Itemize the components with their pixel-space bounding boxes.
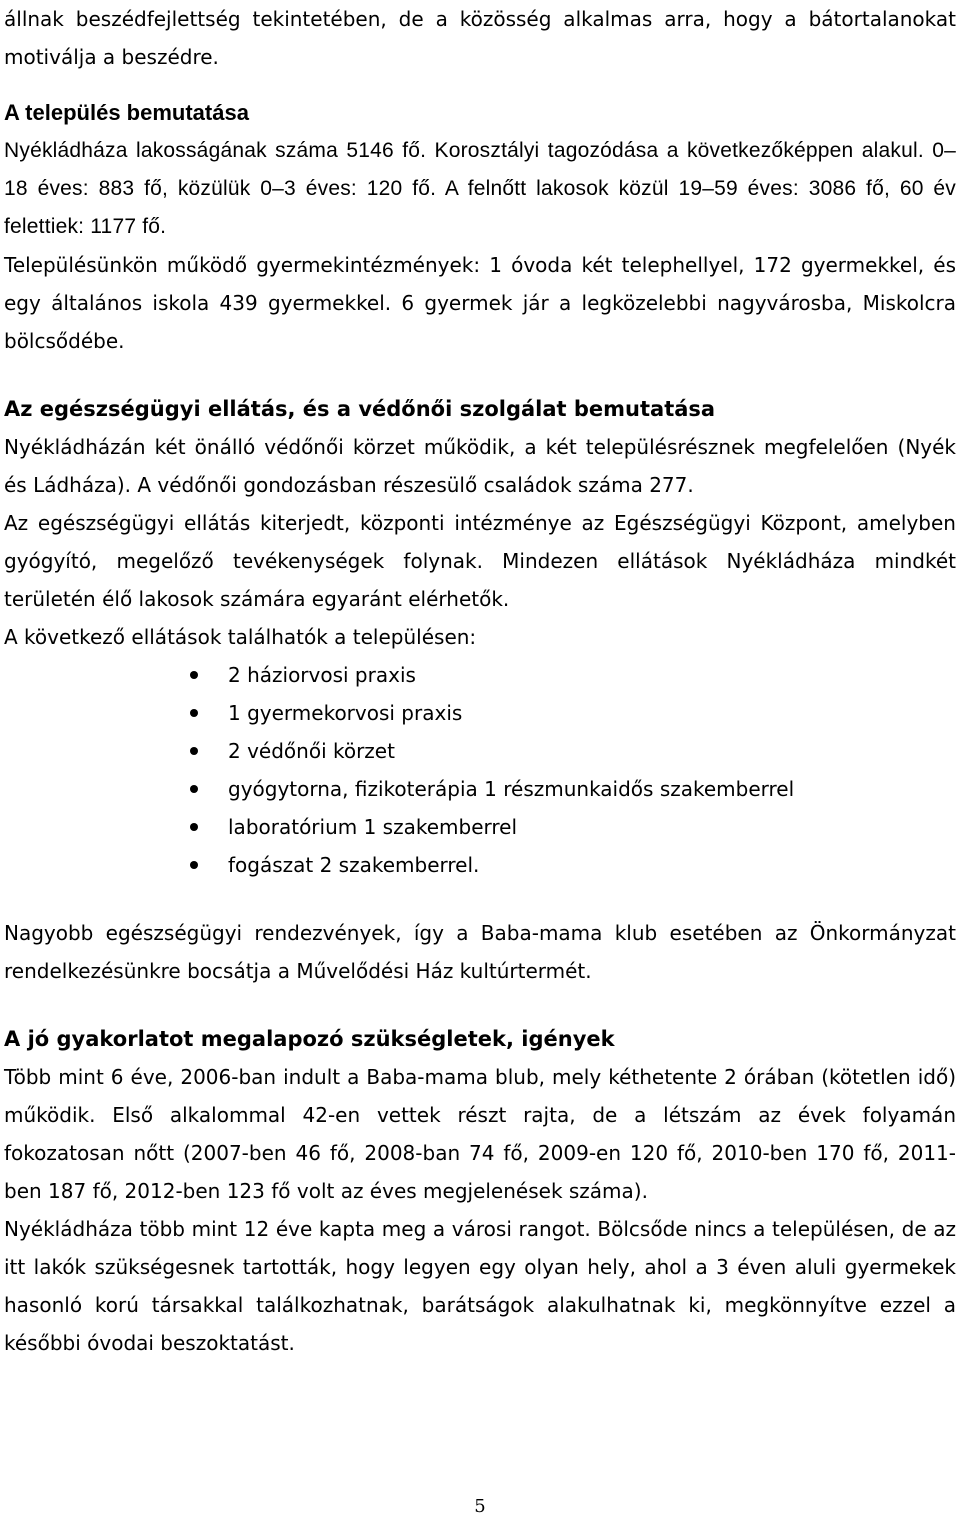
spacer: [4, 76, 956, 94]
document-page: [4, 0, 956, 1362]
bullet-icon: [190, 785, 198, 793]
club-history-paragraph: Több mint 6 éve, 2006-ban indult a Baba-mama blub, mely kéthetente 2 órában (kötetlen idő) működik. Első alkalommal 42-en vettek részt rajta, de a létszám az évek folyamán fokozatosan nőtt (2007-ben 46 fő, 2008-ban 74 fő, 2009-en 120 fő, 2010-ben 170 fő, 2011-ben 187 fő, 2012-ben 123 fő volt az éves megjelenések száma).: [4, 1065, 956, 1203]
services-intro-paragraph: A következő ellátások találhatók a településen:: [4, 625, 477, 649]
bullet-icon: [190, 747, 198, 755]
health-districts-paragraph: Nyékládházán két önálló védőnői körzet működik, a két településrésznek megfelelően (Nyék és Ládháza). A védőnői gondozásban részesülő családok száma 277.: [4, 435, 956, 497]
town-rank-paragraph: Nyékládháza több mint 12 éve kapta meg a városi rangot. Bölcsőde nincs a településen, de az itt lakók szükségesnek tartották, hogy legyen egy olyan hely, ahol a 3 éven aluli gyermekek hasonló korú társakkal találkozhatnak, barátságok alakulhatnak ki, megkönnyítve ezzel a későbbi óvodai beszoktatást.: [4, 1217, 956, 1355]
health-center-paragraph: Az egészségügyi ellátás kiterjedt, központi intézménye az Egészségügyi Központ, amelyben gyógyító, megelőző tevékenységek folynak. Mindezen ellátások Nyékládháza mindkét területén élő lakosok számára egyaránt elérhetők.: [4, 511, 956, 611]
bullet-icon: [190, 709, 198, 717]
town-institutions-paragraph: Településünkön működő gyermekintézmények: 1 óvoda két telephellyel, 172 gyermekkel, és egy általános iskola 439 gyermekkel. 6 gyermek jár a legközelebbi nagyvárosba, Miskolcra bölcsődébe.: [4, 253, 956, 353]
section-heading-health: Az egészségügyi ellátás, és a védőnői szolgálat bemutatása: [4, 397, 716, 421]
bullet-icon: [190, 823, 198, 831]
list-item: 2 háziorvosi praxis: [4, 656, 956, 694]
list-item: fogászat 2 szakemberrel.: [4, 846, 956, 884]
spacer: [4, 360, 956, 390]
section-heading-needs: A jó gyakorlatot megalapozó szükségletek, igények: [4, 1027, 615, 1051]
town-population-paragraph: Nyékládháza lakosságának száma 5146 fő. Korosztályi tagozódása a következőképpen alakul. 0–18 éves: 883 fő, közülük 0–3 éves: 120 fő. A felnőtt lakosok közül 19–59 éves: 3086 fő, 60 év felettiek: 1177 fő.: [4, 139, 956, 238]
events-paragraph: Nagyobb egészségügyi rendezvények, így a Baba-mama klub esetében az Önkormányzat rendelkezésünkre bocsátja a Művelődési Ház kultúrtermét.: [4, 921, 956, 983]
continuation-paragraph: állnak beszédfejlettség tekintetében, de a közösség alkalmas arra, hogy a bátortalanokat motiválja a beszédre.: [4, 7, 956, 69]
spacer: [4, 884, 956, 914]
section-heading-town: A település bemutatása: [4, 100, 249, 125]
page-number: 5: [474, 1496, 486, 1517]
list-item: gyógytorna, fizikoterápia 1 részmunkaidős szakemberrel: [4, 770, 956, 808]
spacer: [4, 990, 956, 1020]
bullet-icon: [190, 861, 198, 869]
list-item: 1 gyermekorvosi praxis: [4, 694, 956, 732]
list-item: laboratórium 1 szakemberrel: [4, 808, 956, 846]
services-list: [4, 656, 956, 884]
list-item: 2 védőnői körzet: [4, 732, 956, 770]
bullet-icon: [190, 671, 198, 679]
